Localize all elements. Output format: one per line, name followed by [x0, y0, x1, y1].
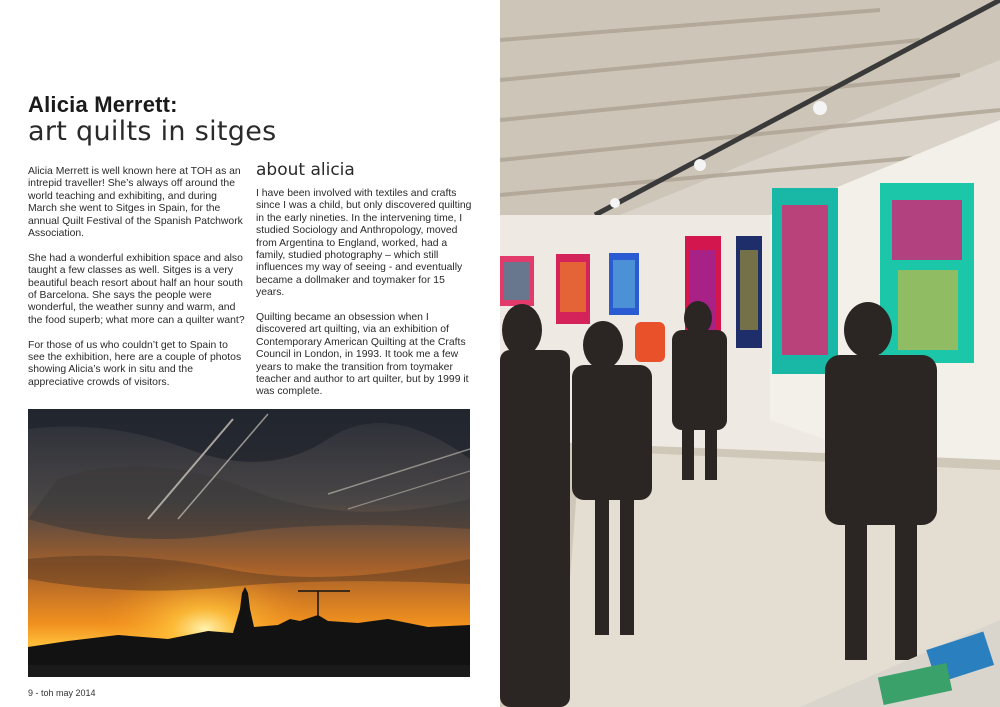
about-paragraph: I have been involved with textiles and crafts since I was a child, but only discovered quilting in the early nineties. In the intervening time, I studied Sociology and Anthropology, moved from Argentina to England, worked, had a family, studied photography – which still influences my way of seeing - and eventually became a dollmaker and toymaker for 15 years.	[256, 188, 472, 299]
sunset-photo	[28, 409, 470, 677]
about-heading: about alicia	[256, 160, 355, 180]
article-subtitle: art quilts in sitges	[28, 116, 277, 147]
intro-paragraph: For those of us who couldn’t get to Spain to see the exhibition, here are a couple of photos showing Alicia’s work in situ and the appreciative crowds of visitors.	[28, 339, 242, 388]
gallery-photo	[500, 0, 1000, 707]
intro-paragraph: Alicia Merrett is well known here at TOH as an intrepid traveller! She’s always off around the world teaching and exhibiting, and during March she went to Sitges in Spain, for the annual Quilt Festival of the Spanish Patchwork Association.	[28, 166, 243, 240]
intro-paragraph: She had a wonderful exhibition space and also taught a few classes as well. Sitges is a very beautiful beach resort about half an hour south of Barcelona. She says the people were wonderful, the weather sunny and warm, and the food superb; what more can a quilter want?	[28, 252, 245, 326]
gallery-image	[500, 0, 1000, 707]
sunset-image	[28, 409, 470, 677]
intro-column	[28, 166, 246, 402]
page-folio: 9 - toh may 2014	[28, 688, 96, 698]
about-column	[256, 188, 476, 411]
about-paragraph: Quilting became an obsession when I discovered art quilting, via an exhibition of Contemporary American Quilting at the Crafts Council in London, in 1993. It took me a few years to make the transition from toymaker teacher and author to art quilter, but by 1999 it was complete.	[256, 312, 469, 398]
article-title: Alicia Merrett:	[28, 92, 178, 117]
